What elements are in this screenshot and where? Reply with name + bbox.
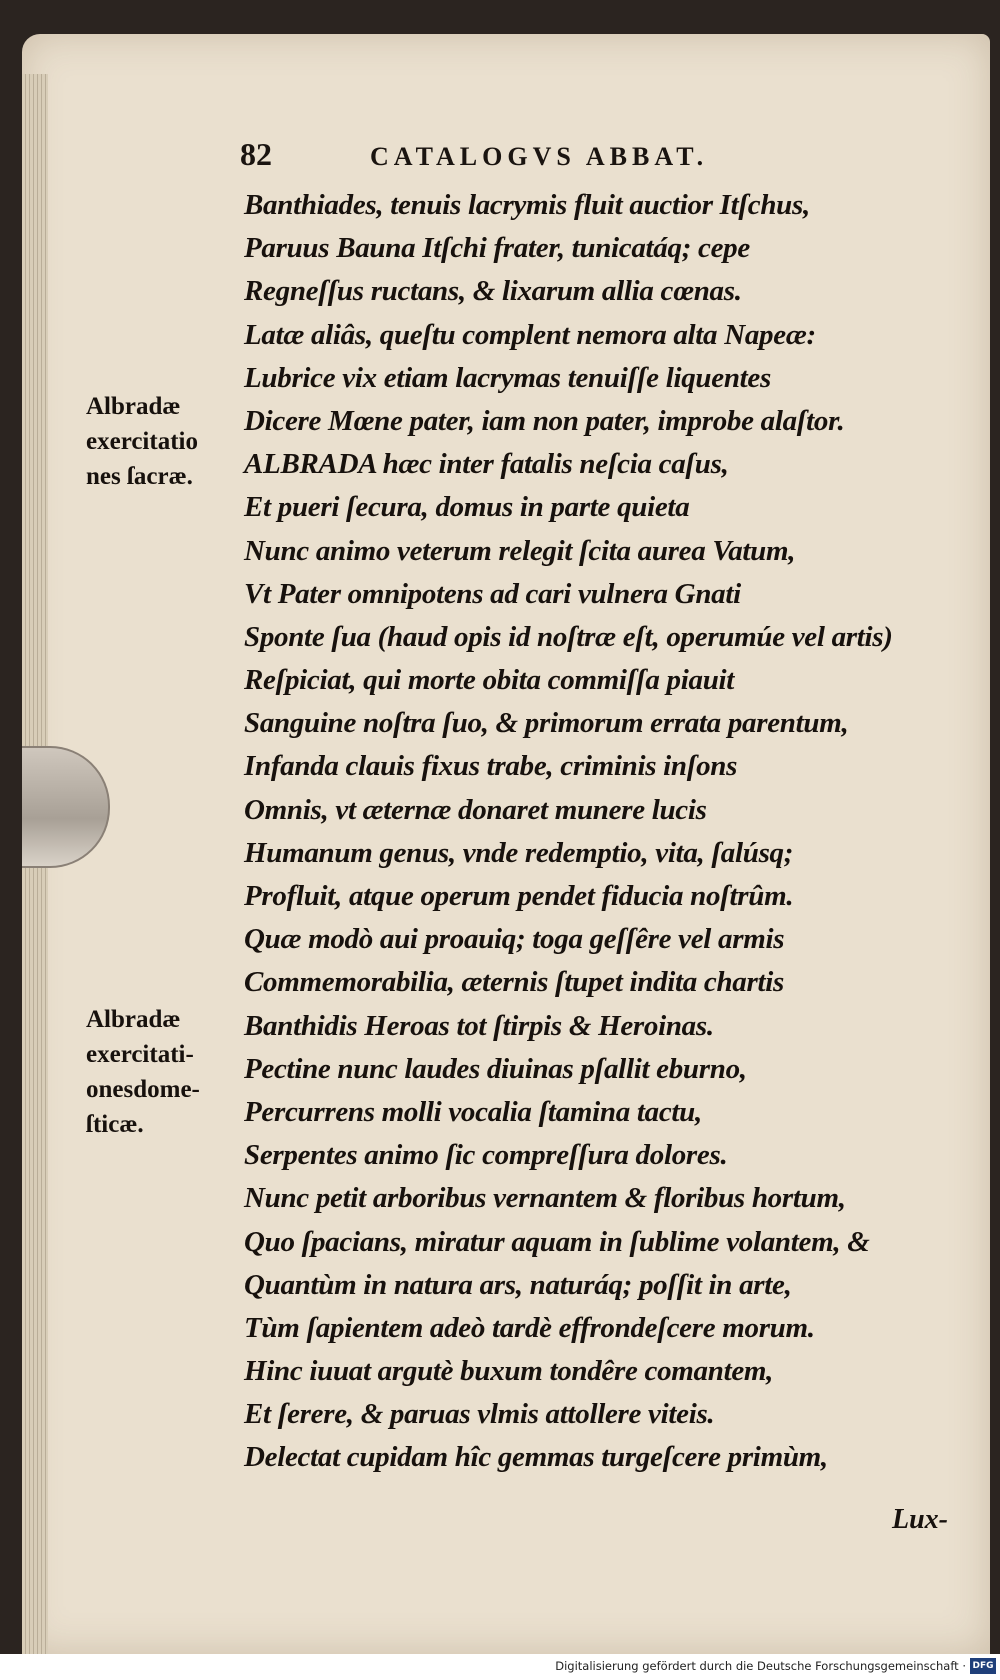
verse-line: Pectine nunc laudes diuinas pſallit eburno, [244,1052,747,1085]
verse-line: Serpentes animo ſic compreſſura dolores. [244,1139,728,1172]
verse-line: Reſpiciat, qui morte obita commiſſa piauit [244,664,735,697]
verse-line: Paruus Bauna Itſchi frater, tunicatáq; cepe [244,232,750,265]
verse-line: Quo ſpacians, miratur aquam in ſublime volantem, & [244,1225,870,1258]
book-page [22,34,990,1654]
verse-line: Commemorabilia, æternis ſtupet indita chartis [244,966,784,999]
verse-line: Sponte ſua (haud opis id noſtræ eſt, operumúe vel artis) [244,620,893,653]
verse-line: Lubrice vix etiam lacrymas tenuiſſe liquentes [244,361,771,394]
running-head [240,130,830,180]
page-edges [22,74,48,1680]
verse-line: ALBRADA hæc inter fatalis neſcia caſus, [244,448,729,481]
verse-line: Humanum genus, vnde redemptio, vita, ſalúsq; [244,836,794,869]
verse-line: Sanguine noſtra ſuo, & primorum errata parentum, [244,707,849,740]
verse-line: Et ſerere, & paruas vlmis attollere viteis. [244,1398,715,1431]
verse-line: Quæ modò aui proauiq; toga geſſêre vel armis [244,923,785,956]
verse-line: Omnis, vt æternæ donaret munere lucis [244,793,707,826]
verse-text [244,184,964,1480]
footer-bar [0,1654,1000,1680]
margin-note-line: exercitati- [86,1041,194,1068]
page-clip [22,746,110,868]
verse-line: Latæ aliâs, queſtu complent nemora alta Napeæ: [244,318,816,351]
margin-note-line: Albradæ [86,1006,181,1033]
verse-line: Hinc iuuat argutè buxum tondêre comantem, [244,1355,774,1388]
margin-note-sacred [86,389,246,494]
margin-note-line: onesdome- [86,1076,200,1103]
verse-line: Quantùm in natura ars, naturáq; poſſit in arte, [244,1268,792,1301]
margin-note-domestic [86,1002,246,1142]
verse-line: Infanda clauis fixus trabe, criminis inſons [244,750,738,783]
margin-note-line: exercitatio [86,428,198,455]
running-title: CATALOGVS ABBAT. [370,142,709,171]
verse-line: Dicere Mœne pater, iam non pater, improbe alaſtor. [244,404,845,437]
margin-note-line: ſticæ. [86,1111,144,1138]
margin-note-line: Albradæ [86,393,181,420]
verse-line: Delectat cupidam hîc gemmas turgeſcere primùm, [244,1441,828,1474]
verse-line: Regneſſus ructans, & lixarum allia cœnas. [244,275,742,308]
margin-note-line: nes ſacræ. [86,463,193,490]
verse-line: Tùm ſapientem adeò tardè effrondeſcere morum. [244,1311,815,1344]
verse-line: Percurrens molli vocalia ſtamina tactu, [244,1095,702,1128]
verse-line: Nunc animo veterum relegit ſcita aurea Vatum, [244,534,796,567]
verse-line: Banthidis Heroas tot ſtirpis & Heroinas. [244,1009,714,1042]
verse-line: Banthiades, tenuis lacrymis fluit auctior Itſchus, [244,189,810,221]
verse-line: Et pueri ſecura, domus in parte quieta [244,491,690,524]
catchword: Lux- [892,1504,948,1535]
verse-line: Profluit, atque operum pendet fiducia noſtrûm. [244,880,794,912]
page-number: 82 [240,136,272,172]
verse-line: Vt Pater omnipotens ad cari vulnera Gnati [244,577,741,610]
dfg-logo-icon: DFG [970,1658,996,1674]
funding-credit: Digitalisierung gefördert durch die Deutsche Forschungsgemeinschaft · [555,1659,966,1673]
verse-line: Nunc petit arboribus vernantem & floribus hortum, [244,1182,846,1215]
